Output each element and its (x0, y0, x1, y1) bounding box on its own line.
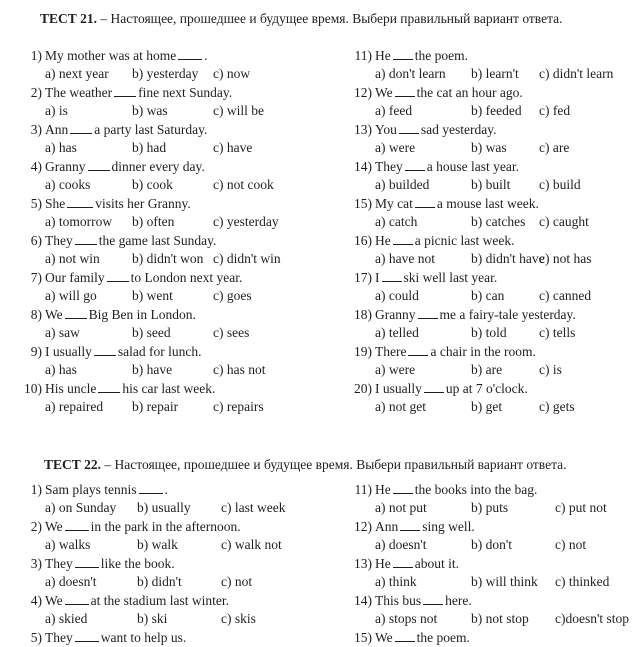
question-text-after: the books into the bag. (414, 482, 538, 497)
question-line (18, 47, 208, 65)
question-text-before: We (375, 85, 393, 100)
question-text-before: We (45, 307, 63, 322)
answer-option[interactable]: b) told (471, 325, 507, 340)
question-number: 13) (354, 556, 372, 571)
question-text-before: He (375, 48, 391, 63)
question-line (18, 121, 207, 139)
question-text-after: dinner every day. (111, 159, 205, 174)
answer-option[interactable]: c) skis (221, 611, 256, 626)
answer-blank[interactable] (408, 344, 428, 356)
question-line (348, 481, 537, 499)
question-text-after: a house last year. (426, 159, 519, 174)
answer-option[interactable]: b) feeded (471, 103, 522, 118)
question-number: 10) (24, 381, 42, 396)
answer-blank[interactable] (393, 48, 413, 60)
answer-option[interactable]: a) feed (375, 103, 413, 118)
answer-option[interactable]: a) think (375, 574, 417, 589)
question-text-before: My cat (375, 196, 413, 211)
question-text-before: She (45, 196, 66, 211)
question-text-after: a party last Saturday. (94, 122, 208, 137)
answer-blank[interactable] (75, 233, 97, 245)
question-line (18, 555, 175, 573)
question-number: 2) (30, 519, 42, 534)
question-text-before: I usually (45, 344, 92, 359)
question-line (348, 380, 528, 398)
answer-option[interactable]: a) skied (45, 611, 88, 626)
answer-option[interactable]: c) tells (539, 325, 576, 340)
question-number: 20) (354, 381, 372, 396)
question-text-after: the poem. (414, 48, 468, 63)
question-text-after: . (204, 48, 208, 63)
answer-blank[interactable] (114, 85, 136, 97)
question-number: 6) (30, 233, 42, 248)
test-21-heading (18, 10, 626, 27)
question-number: 3) (30, 556, 42, 571)
answer-option[interactable]: c) didn't win (213, 251, 281, 266)
question-text-after: fine next Sunday. (138, 85, 233, 100)
question-text-before: He (375, 482, 391, 497)
question-number: 12) (354, 85, 372, 100)
question-number: 14) (354, 593, 372, 608)
answer-option[interactable]: c) build (539, 177, 581, 192)
answer-option[interactable]: c) not (221, 574, 253, 589)
question-line (18, 195, 191, 213)
answer-option[interactable]: b) was (471, 140, 507, 155)
answer-blank[interactable] (399, 122, 419, 134)
answer-option[interactable]: c) will be (213, 103, 264, 118)
question-number: 8) (30, 307, 42, 322)
answer-blank[interactable] (178, 48, 202, 60)
question-text-after: like the book. (100, 556, 175, 571)
answer-option[interactable]: b) cook (132, 177, 173, 192)
question-number: 14) (354, 159, 372, 174)
question-line (348, 121, 497, 139)
question-text-after: visits her Granny. (95, 196, 191, 211)
answer-option[interactable]: b) was (132, 103, 168, 118)
answer-blank[interactable] (395, 85, 415, 97)
answer-option[interactable]: b) puts (471, 500, 509, 515)
question-text-after: the game last Sunday. (98, 233, 217, 248)
question-number: 2) (30, 85, 42, 100)
question-text-after: sad yesterday. (420, 122, 497, 137)
question-text-before: You (375, 122, 397, 137)
question-line (348, 592, 472, 610)
question-line (18, 232, 216, 250)
question-number: 1) (30, 48, 42, 63)
question-text-after: to London next year. (130, 270, 243, 285)
answer-option[interactable]: a) builded (375, 177, 430, 192)
question-text-before: This bus (375, 593, 422, 608)
answer-option[interactable]: c) caught (539, 214, 589, 229)
question-text-before: Our family (45, 270, 105, 285)
question-text-after: . (164, 482, 168, 497)
answer-option[interactable]: a) will go (45, 288, 97, 303)
question-text-before: They (45, 233, 73, 248)
answer-blank[interactable] (67, 196, 93, 208)
question-line (348, 84, 523, 102)
answer-option[interactable]: b) walk (137, 537, 178, 552)
answer-option[interactable]: c) sees (213, 325, 250, 340)
answer-option[interactable]: c) didn't learn (539, 66, 614, 81)
question-text-before: I (375, 270, 380, 285)
question-text-after: about it. (414, 556, 459, 571)
question-line (348, 555, 459, 573)
answer-option[interactable]: b) catches (471, 214, 526, 229)
answer-option[interactable]: c) now (213, 66, 251, 81)
question-line (348, 343, 536, 361)
question-number: 15) (354, 630, 372, 645)
question-line (18, 592, 229, 610)
answer-option[interactable]: c) has not (213, 362, 266, 377)
answer-option[interactable]: a) not win (45, 251, 100, 266)
answer-option[interactable]: c) not (555, 537, 587, 552)
answer-option[interactable]: c) walk not (221, 537, 282, 552)
answer-option[interactable]: a) cooks (45, 177, 91, 192)
answer-blank[interactable] (415, 196, 435, 208)
answer-option[interactable]: a) could (375, 288, 419, 303)
answer-option[interactable]: b) get (471, 399, 503, 414)
answer-option[interactable]: c) put not (555, 500, 607, 515)
answer-option[interactable]: c) canned (539, 288, 592, 303)
answer-option[interactable]: b) are (471, 362, 503, 377)
question-text-after: salad for lunch. (117, 344, 202, 359)
question-text-after: in the park in the afternoon. (90, 519, 241, 534)
answer-option[interactable]: a) on Sunday (45, 500, 117, 515)
question-line (348, 47, 468, 65)
question-text-before: His uncle (45, 381, 97, 396)
question-text-before: Ann (45, 122, 69, 137)
answer-blank[interactable] (75, 556, 99, 568)
question-text-before: We (45, 593, 63, 608)
question-number: 7) (30, 270, 42, 285)
answer-option[interactable]: a) doesn't (45, 574, 97, 589)
answer-option[interactable]: a) repaired (45, 399, 104, 414)
question-text-after: a mouse last week. (436, 196, 539, 211)
question-number: 11) (354, 482, 372, 497)
answer-blank[interactable] (424, 381, 444, 393)
answer-option[interactable]: a) not get (375, 399, 426, 414)
answer-blank[interactable] (70, 122, 92, 134)
question-line (348, 306, 576, 324)
answer-option[interactable]: b) repair (132, 399, 179, 414)
answer-option[interactable]: b) have (132, 362, 173, 377)
question-number: 5) (30, 196, 42, 211)
question-text-after: ski well last year. (403, 270, 498, 285)
question-text-after: his car last week. (122, 381, 216, 396)
answer-blank[interactable] (75, 630, 99, 642)
question-text-before: I usually (375, 381, 422, 396)
answer-blank[interactable] (107, 270, 129, 282)
answer-option[interactable]: a) is (45, 103, 68, 118)
answer-option[interactable]: c) gets (539, 399, 575, 414)
answer-option[interactable]: a) saw (45, 325, 80, 340)
answer-blank[interactable] (382, 270, 402, 282)
test-21-title: ТЕСТ 21. (40, 11, 98, 26)
answer-blank[interactable] (393, 556, 413, 568)
answer-option[interactable]: b) didn't won (132, 251, 204, 266)
question-text-after: up at 7 o'clock. (445, 381, 528, 396)
answer-option[interactable]: a) not put (375, 500, 427, 515)
question-text-after: at the stadium last winter. (90, 593, 230, 608)
answer-blank[interactable] (94, 344, 116, 356)
question-number: 9) (30, 344, 42, 359)
answer-option[interactable]: c) is (539, 362, 562, 377)
question-number: 17) (354, 270, 372, 285)
answer-option[interactable]: a) has (45, 362, 77, 377)
question-text-before: My mother was at home (45, 48, 177, 63)
answer-blank[interactable] (418, 307, 438, 319)
question-text-before: They (45, 630, 73, 645)
question-number: 11) (354, 48, 372, 63)
question-text-before: There (375, 344, 407, 359)
answer-option[interactable]: c) repairs (213, 399, 264, 414)
question-text-after: the poem. (416, 630, 470, 645)
question-line (18, 380, 215, 398)
answer-option[interactable]: a) catch (375, 214, 418, 229)
question-line (348, 195, 539, 213)
answer-option[interactable]: b) yesterday (132, 66, 199, 81)
question-line (348, 232, 514, 250)
question-text-after: Big Ben in London. (88, 307, 196, 322)
answer-option[interactable]: b) built (471, 177, 511, 192)
answer-option[interactable]: a) have not (375, 251, 435, 266)
question-text-before: Ann (375, 519, 399, 534)
answer-option[interactable]: c) yesterday (213, 214, 279, 229)
answer-option[interactable]: b) seed (132, 325, 171, 340)
answer-blank[interactable] (65, 307, 87, 319)
answer-blank[interactable] (423, 593, 443, 605)
question-number: 16) (354, 233, 372, 248)
question-number: 4) (30, 593, 42, 608)
answer-option[interactable]: a) walks (45, 537, 91, 552)
question-line (18, 343, 201, 361)
answer-option[interactable]: b) don't (471, 537, 513, 552)
question-text-before: They (45, 556, 73, 571)
question-line (18, 269, 242, 287)
question-line (348, 518, 475, 536)
question-number: 19) (354, 344, 372, 359)
answer-option[interactable]: b) not stop (471, 611, 529, 626)
question-text-after: sing well. (422, 519, 475, 534)
question-number: 3) (30, 122, 42, 137)
question-text-before: He (375, 233, 391, 248)
question-text-after: want to help us. (100, 630, 187, 645)
answer-option[interactable]: a) don't learn (375, 66, 446, 81)
answer-option[interactable]: b) can (471, 288, 505, 303)
question-number: 5) (30, 630, 42, 645)
answer-option[interactable]: b) went (132, 288, 173, 303)
question-number: 18) (354, 307, 372, 322)
question-line (18, 629, 186, 647)
question-line (348, 269, 497, 287)
answer-blank[interactable] (393, 482, 413, 494)
question-line (18, 158, 205, 176)
answer-option[interactable]: a) were (375, 140, 416, 155)
question-line (18, 84, 232, 102)
answer-option[interactable]: b) often (132, 214, 175, 229)
answer-option[interactable]: c) fed (539, 103, 571, 118)
test-22-heading (44, 456, 634, 473)
answer-option[interactable]: c) goes (213, 288, 252, 303)
answer-option[interactable]: a) tomorrow (45, 214, 113, 229)
answer-option[interactable]: a) doesn't (375, 537, 427, 552)
answer-option[interactable]: b) didn't (137, 574, 182, 589)
answer-option[interactable]: a) were (375, 362, 416, 377)
question-number: 13) (354, 122, 372, 137)
answer-blank[interactable] (65, 519, 89, 531)
question-text-before: Granny (375, 307, 416, 322)
answer-blank[interactable] (98, 381, 120, 393)
question-text-before: We (45, 519, 63, 534)
question-line (18, 481, 168, 499)
test-22-title: ТЕСТ 22. (44, 457, 102, 472)
question-text-after: a picnic last week. (414, 233, 515, 248)
question-text-before: We (375, 630, 393, 645)
question-number: 1) (30, 482, 42, 497)
test-22-instruction: – Настоящее, прошедшее и будущее время. Выбери правильный вариант ответа. (104, 457, 567, 472)
answer-option[interactable]: c) have (213, 140, 253, 155)
question-text-after: me a fairy-tale yesterday. (439, 307, 576, 322)
question-line (348, 629, 470, 647)
question-text-after: here. (445, 593, 472, 608)
question-line (348, 158, 519, 176)
question-line (18, 306, 196, 324)
question-text-after: a chair in the room. (430, 344, 536, 359)
answer-blank[interactable] (405, 159, 425, 171)
question-line (18, 518, 241, 536)
question-text-before: Granny (45, 159, 86, 174)
question-text-before: Sam plays tennis (45, 482, 137, 497)
test-21-instruction: – Настоящее, прошедшее и будущее время. Выбери правильный вариант ответа. (100, 11, 563, 26)
question-text-after: the cat an hour ago. (416, 85, 523, 100)
answer-option[interactable]: a) telled (375, 325, 419, 340)
answer-blank[interactable] (395, 630, 415, 642)
answer-option[interactable]: b) had (132, 140, 167, 155)
answer-option[interactable]: a) stops not (375, 611, 438, 626)
answer-blank[interactable] (400, 519, 420, 531)
answer-option[interactable]: b) usually (137, 500, 191, 515)
answer-option[interactable]: c)doesn't stop (555, 611, 630, 626)
answer-option[interactable]: c) not cook (213, 177, 274, 192)
answer-option[interactable]: b) will think (471, 574, 538, 589)
answer-blank[interactable] (139, 482, 163, 494)
answer-option[interactable]: c) are (539, 140, 570, 155)
answer-option[interactable]: a) next year (45, 66, 109, 81)
answer-option[interactable]: b) ski (137, 611, 168, 626)
answer-option[interactable]: a) has (45, 140, 77, 155)
question-number: 12) (354, 519, 372, 534)
question-text-before: He (375, 556, 391, 571)
question-text-before: The weather (45, 85, 113, 100)
answer-blank[interactable] (88, 159, 110, 171)
answer-option[interactable]: c) not has (539, 251, 592, 266)
answer-option[interactable]: b) learn't (471, 66, 519, 81)
question-number: 15) (354, 196, 372, 211)
answer-option[interactable]: b) didn't have (471, 251, 545, 266)
answer-blank[interactable] (393, 233, 413, 245)
question-number: 4) (30, 159, 42, 174)
question-text-before: They (375, 159, 403, 174)
answer-option[interactable]: c) thinked (555, 574, 610, 589)
answer-blank[interactable] (65, 593, 89, 605)
answer-option[interactable]: c) last week (221, 500, 286, 515)
